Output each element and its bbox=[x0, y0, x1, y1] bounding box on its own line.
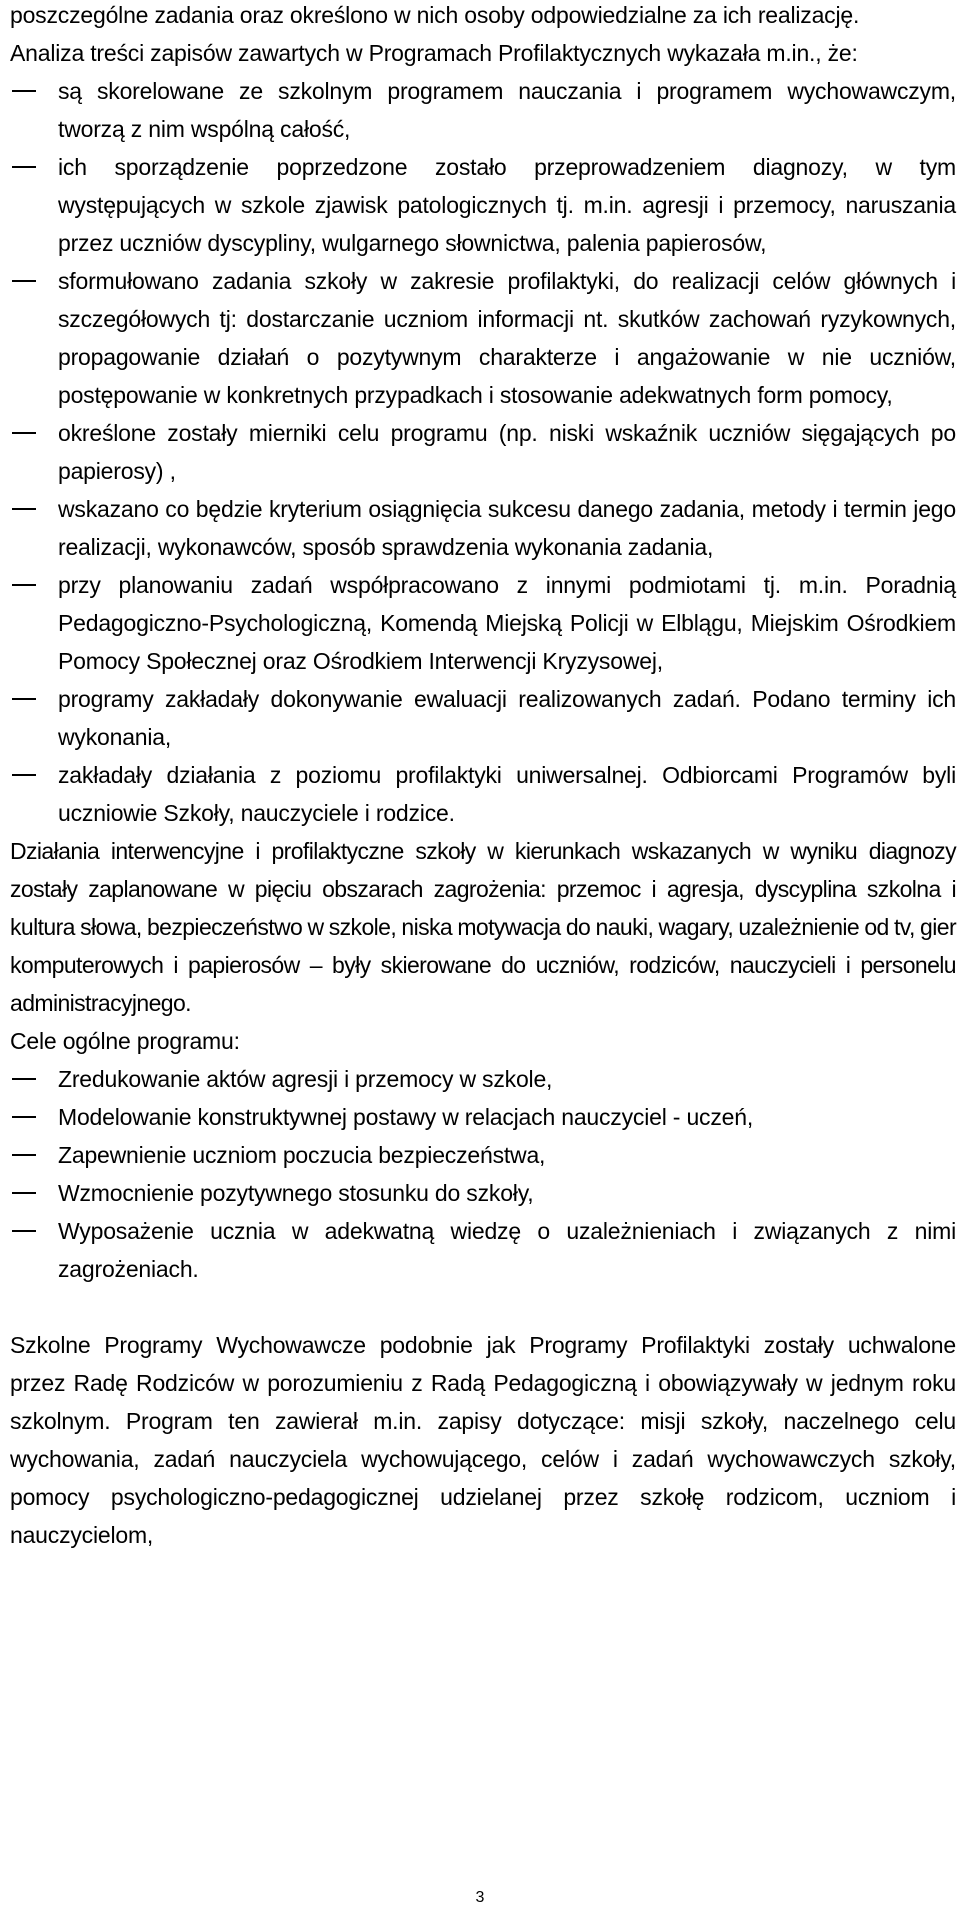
list-item: Zapewnienie uczniom poczucia bezpieczeństwa, bbox=[10, 1136, 956, 1174]
list-item: przy planowaniu zadań współpracowano z innymi podmiotami tj. m.in. Poradnią Pedagogiczno-Psychologiczną, Komendą Miejską Policji w Elblągu, Miejskim Ośrodkiem Pomocy Społecznej oraz Ośrodkiem Interwencji Kryzysowej, bbox=[10, 566, 956, 680]
dash-bullet-icon bbox=[10, 566, 38, 604]
findings-list bbox=[10, 72, 956, 832]
analysis-intro-paragraph: Analiza treści zapisów zawartych w Programach Profilaktycznych wykazała m.in., że: bbox=[10, 40, 858, 66]
dash-bullet-icon bbox=[10, 1136, 38, 1174]
list-item: sformułowano zadania szkoły w zakresie profilaktyki, do realizacji celów głównych i szczegółowych tj: dostarczanie uczniom informacji nt. skutków zachowań ryzykownych, propagowanie działań o pozytywnym charakterze i angażowanie w nie uczniów, postępowanie w konkretnych przypadkach i stosowanie adekwatnych form pomocy, bbox=[10, 262, 956, 414]
dash-bullet-icon bbox=[10, 148, 38, 186]
dash-bullet-icon bbox=[10, 680, 38, 718]
list-item: określone zostały mierniki celu programu (np. niski wskaźnik uczniów sięgających po papierosy) , bbox=[10, 414, 956, 490]
page-number: 3 bbox=[475, 1889, 485, 1906]
list-item: Modelowanie konstruktywnej postawy w relacjach nauczyciel - uczeń, bbox=[10, 1098, 956, 1136]
dash-bullet-icon bbox=[10, 1098, 38, 1136]
dash-bullet-icon bbox=[10, 414, 38, 452]
interventions-paragraph: Działania interwencyjne i profilaktyczne szkoły w kierunkach wskazanych w wyniku diagnozy zostały zaplanowane w pięciu obszarach zagrożenia: przemoc i agresja, dyscyplina szkolna i kultura słowa, bezpieczeństwo w szkole, niska motywacja do nauki, wagary, uzależnienie od tv, gier komputerowych i papierosów – były skierowane do uczniów, rodziców, nauczycieli i personelu administracyjnego. bbox=[10, 838, 956, 1016]
list-item: zakładały działania z poziomu profilaktyki uniwersalnej. Odbiorcami Programów byli uczniowie Szkoły, nauczyciele i rodzice. bbox=[10, 756, 956, 832]
dash-bullet-icon bbox=[10, 72, 38, 110]
list-item: wskazano co będzie kryterium osiągnięcia sukcesu danego zadania, metody i termin jego realizacji, wykonawców, sposób sprawdzenia wykonania zadania, bbox=[10, 490, 956, 566]
dash-bullet-icon bbox=[10, 1212, 38, 1250]
list-item: ich sporządzenie poprzedzone zostało przeprowadzeniem diagnozy, w tym występujących w szkole zjawisk patologicznych tj. m.in. agresji i przemocy, naruszania przez uczniów dyscypliny, wulgarnego słownictwa, palenia papierosów, bbox=[10, 148, 956, 262]
intro-paragraph: poszczególne zadania oraz określono w nich osoby odpowiedzialne za ich realizację. bbox=[10, 2, 860, 28]
closing-paragraph: Szkolne Programy Wychowawcze podobnie jak Programy Profilaktyki zostały uchwalone przez Radę Rodziców w porozumieniu z Radą Pedagogiczną i obowiązywały w jednym roku szkolnym. Program ten zawierał m.in. zapisy dotyczące: misji szkoły, naczelnego celu wychowania, zadań nauczyciela wychowującego, celów i zadań wychowawczych szkoły, pomocy psychologiczno-pedagogicznej udzielanej przez szkołę rodzicom, uczniom i nauczycielom, bbox=[10, 1332, 956, 1548]
goals-heading: Cele ogólne programu: bbox=[10, 1028, 240, 1054]
list-item: Zredukowanie aktów agresji i przemocy w szkole, bbox=[10, 1060, 956, 1098]
dash-bullet-icon bbox=[10, 490, 38, 528]
paragraph-spacer bbox=[10, 1288, 956, 1326]
dash-bullet-icon bbox=[10, 756, 38, 794]
list-item: Wyposażenie ucznia w adekwatną wiedzę o uzależnieniach i związanych z nimi zagrożeniach. bbox=[10, 1212, 956, 1288]
document-body bbox=[10, 0, 956, 1554]
list-item: programy zakładały dokonywanie ewaluacji realizowanych zadań. Podano terminy ich wykonania, bbox=[10, 680, 956, 756]
dash-bullet-icon bbox=[10, 262, 38, 300]
dash-bullet-icon bbox=[10, 1174, 38, 1212]
dash-bullet-icon bbox=[10, 1060, 38, 1098]
list-item: Wzmocnienie pozytywnego stosunku do szkoły, bbox=[10, 1174, 956, 1212]
goals-list bbox=[10, 1060, 956, 1288]
list-item: są skorelowane ze szkolnym programem nauczania i programem wychowawczym, tworzą z nim wspólną całość, bbox=[10, 72, 956, 148]
